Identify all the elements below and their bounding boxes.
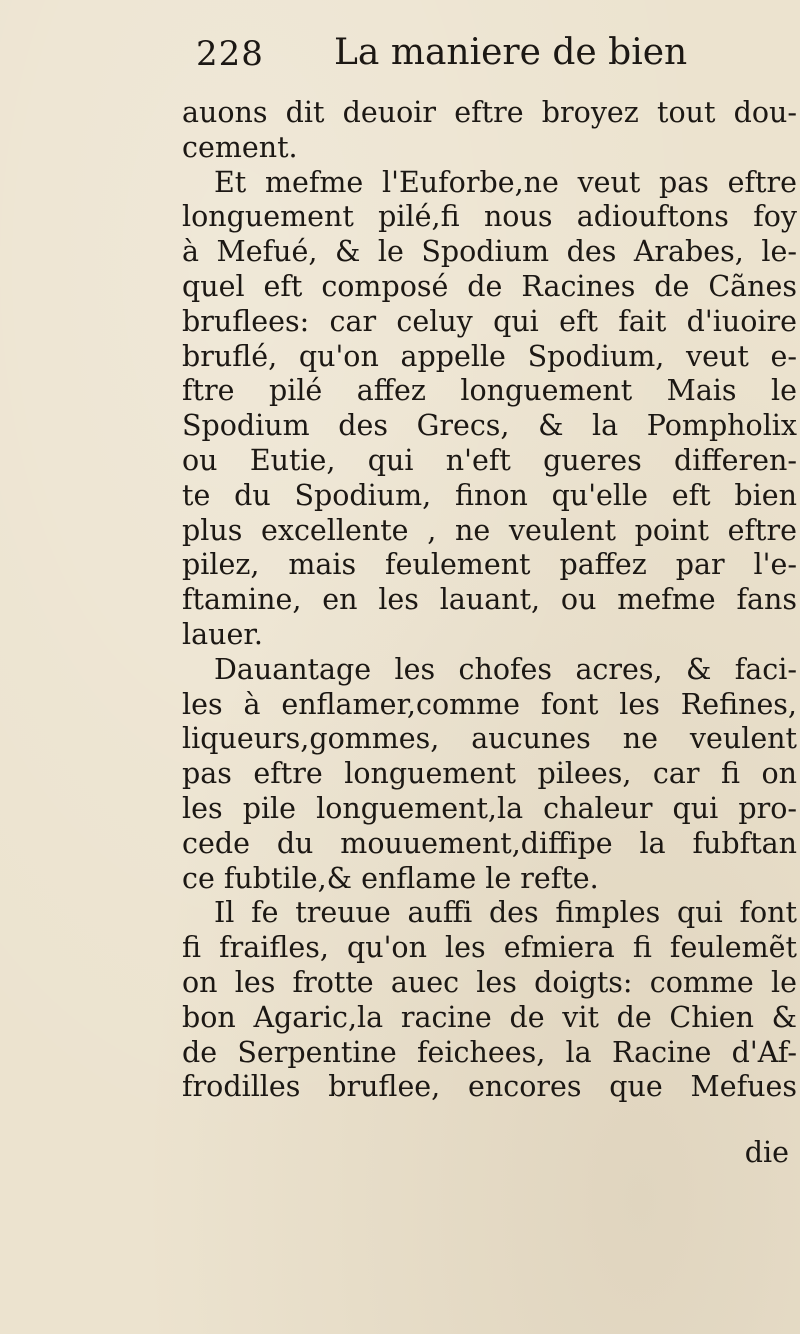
text-line: bon Agaric,la racine de vit de Chien & <box>182 1000 797 1034</box>
body-text <box>182 96 797 1105</box>
text-line: auons dit deuoir eftre broyez tout dou- <box>182 96 797 129</box>
text-line: à Mefué, & le Spodium des Arabes, le- <box>182 235 797 269</box>
text-line: cede du mouuement,diffipe la fubftan <box>182 826 797 860</box>
running-title: La maniere de bien <box>334 32 688 73</box>
text-line: de Serpentine feichees, la Racine d'Af- <box>182 1035 797 1069</box>
text-line: liqueurs,gommes, aucunes ne veulent <box>182 722 797 756</box>
text-line: les à enflamer,comme font les Refines, <box>182 687 797 721</box>
text-line: plus excellente , ne veulent point eftre <box>182 513 797 547</box>
text-line: ftamine, en les lauant, ou mefme fans <box>182 583 797 617</box>
text-line: bruflees: car celuy qui eft fait d'iuoire <box>182 304 797 338</box>
text-line: pas eftre longuement pilees, car fi on <box>182 757 797 791</box>
text-line: Spodium des Grecs, & la Pompholix <box>182 409 797 443</box>
text-line: Il fe treuue auffi des fimples qui font <box>214 896 797 930</box>
text-line: frodilles bruflee, encores que Mefues <box>182 1070 797 1104</box>
text-line: pilez, mais feulement paffez par l'e- <box>182 548 797 582</box>
text-line: on les frotte auec les doigts: comme le <box>182 965 797 999</box>
text-line: bruflé, qu'on appelle Spodium, veut e- <box>182 339 797 373</box>
text-line: Et mefme l'Euforbe,ne veut pas eftre <box>214 165 797 199</box>
text-line: les pile longuement,la chaleur qui pro- <box>182 791 797 825</box>
text-line: quel eft composé de Racines de Cãnes <box>182 269 797 303</box>
page-header <box>196 28 756 88</box>
text-line: cement. <box>182 130 298 164</box>
text-line: ftre pilé affez longuement Mais le <box>182 374 797 408</box>
text-line: longuement pilé,fi nous adiouftons foy <box>182 200 797 234</box>
text-line: ou Eutie, qui n'eft gueres differen- <box>182 443 797 477</box>
text-line: ce fubtile,& enflame le refte. <box>182 861 599 895</box>
text-line: lauer. <box>182 617 263 651</box>
page-number: 228 <box>196 34 264 74</box>
catchword: die <box>744 1136 789 1169</box>
catchword-container <box>182 1136 797 1171</box>
text-line: te du Spodium, finon qu'elle eft bien <box>182 478 797 512</box>
text-line: fi fraifles, qu'on les efmiera fi feulemẽt <box>182 931 797 965</box>
text-line: Dauantage les chofes acres, & faci- <box>214 652 797 686</box>
